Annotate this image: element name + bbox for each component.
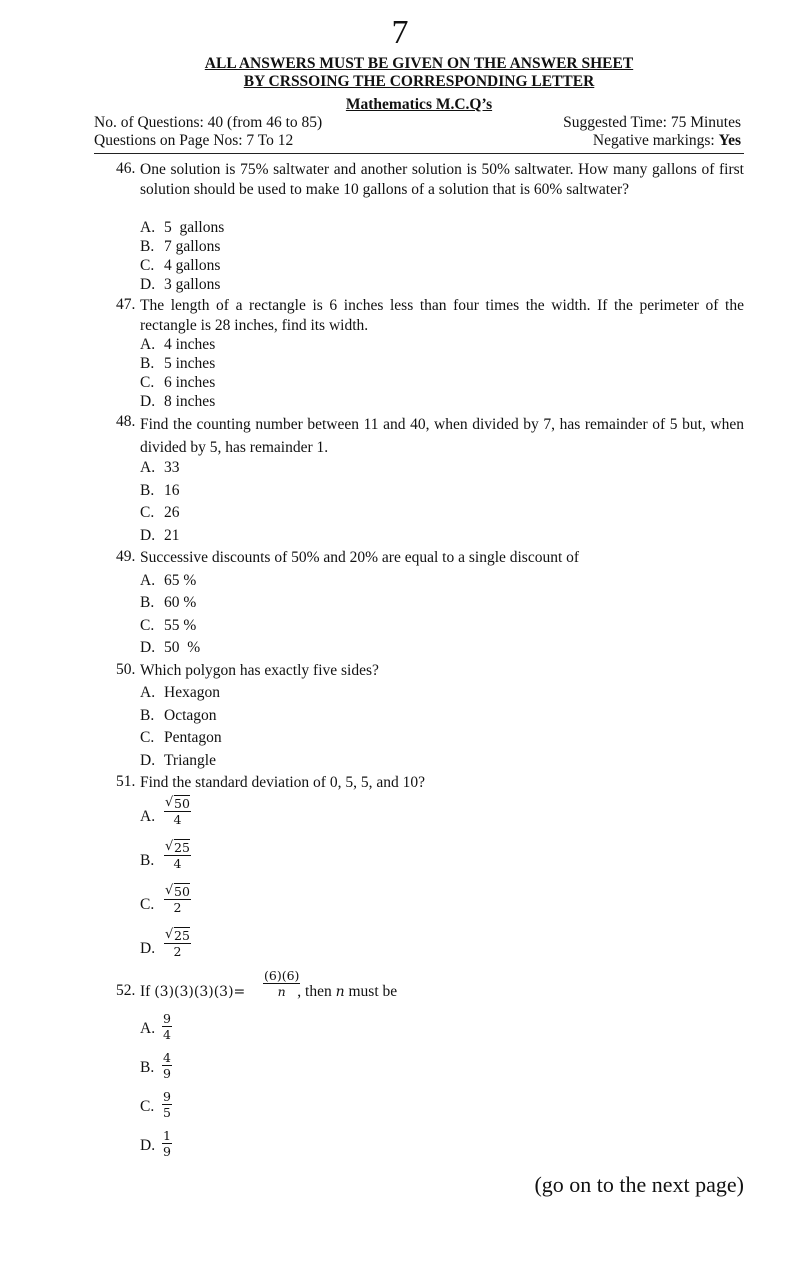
option-48-a: A. 33 bbox=[140, 459, 180, 476]
option-50-a: A. Hexagon bbox=[140, 684, 220, 701]
question-49 bbox=[116, 548, 744, 568]
question-number: 46. bbox=[116, 160, 136, 177]
question-number: 52. bbox=[116, 982, 136, 999]
question-51 bbox=[116, 773, 744, 793]
question-48 bbox=[116, 413, 744, 459]
option-46-b: B. 7 gallons bbox=[140, 238, 221, 255]
question-text: Find the counting number between 11 and 40, when divided by 7, has remainder of 5 but, when divided by 5, has remainder 1. bbox=[140, 416, 744, 456]
question-number: 51. bbox=[116, 773, 136, 790]
question-50 bbox=[116, 661, 744, 681]
option-49-d: D. 50 % bbox=[140, 639, 201, 656]
sqrt-icon: √ 25 bbox=[165, 928, 190, 943]
negative-marking-label: Negative markings: bbox=[592, 132, 719, 149]
option-49-c: C. 55 % bbox=[140, 617, 197, 634]
question-number: 47. bbox=[116, 296, 136, 313]
option-47-c: C. 6 inches bbox=[140, 374, 216, 391]
fraction: $\frac{1}{9}$ bbox=[163, 1128, 171, 1159]
option-47-d: D. 8 inches bbox=[140, 393, 216, 410]
negative-marking bbox=[593, 132, 741, 150]
page-number: 7 bbox=[391, 14, 409, 51]
question-number: 50. bbox=[116, 661, 136, 678]
question-47 bbox=[116, 296, 744, 335]
negative-marking-value: Yes bbox=[718, 132, 741, 149]
sqrt-icon: √ 25 bbox=[165, 840, 190, 855]
instruction-line-2: BY CRSSOING THE CORRESPONDING LETTER bbox=[243, 73, 595, 90]
question-text: If (3)(3)(3)(3)= , then n must be $\frac{(6)(6)}{n}$ bbox=[140, 968, 398, 1000]
option-46-c: C. 4 gallons bbox=[140, 257, 221, 274]
fraction: √ $\frac{50}{4}$ bbox=[164, 796, 191, 827]
suggested-time: Suggested Time: 75 Minutes bbox=[563, 114, 741, 131]
sqrt-icon: √ 50 bbox=[165, 796, 190, 811]
question-46 bbox=[116, 160, 744, 199]
continue-note: (go on to the next page) bbox=[534, 1172, 744, 1197]
fraction: √ $\frac{25}{2}$ bbox=[164, 928, 191, 959]
option-49-a: A. 65 % bbox=[140, 572, 197, 589]
header-divider bbox=[94, 153, 744, 154]
option-47-b: B. 5 inches bbox=[140, 355, 216, 372]
instruction-line-1: ALL ANSWERS MUST BE GIVEN ON THE ANSWER SHEET bbox=[204, 55, 634, 72]
sqrt-icon: √ 50 bbox=[165, 884, 190, 899]
question-text: The length of a rectangle is 6 inches less than four times the width. If the perimeter of the rectangle is 28 inches, find its width. bbox=[140, 297, 744, 334]
question-52 bbox=[116, 968, 744, 1012]
question-text: Successive discounts of 50% and 20% are equal to a single discount of bbox=[140, 549, 580, 566]
question-text: Which polygon has exactly five sides? bbox=[140, 662, 379, 679]
option-46-a: A. 5 gallons bbox=[140, 219, 225, 236]
option-48-d: D. 21 bbox=[140, 527, 180, 544]
questions-count: No. of Questions: 40 (from 46 to 85) bbox=[94, 114, 323, 131]
question-text: One solution is 75% saltwater and another solution is 50% saltwater. How many gallons of first solution should be used to make 10 gallons of a solution that is 60% saltwater? bbox=[140, 161, 744, 198]
option-46-d: D. 3 gallons bbox=[140, 276, 221, 293]
fraction: √ $\frac{25}{4}$ bbox=[164, 840, 191, 871]
option-50-c: C. Pentagon bbox=[140, 729, 222, 746]
fraction: $\frac{9}{5}$ bbox=[163, 1089, 171, 1120]
option-50-d: D. Triangle bbox=[140, 752, 216, 769]
fraction: $\frac{4}{9}$ bbox=[163, 1050, 171, 1081]
option-49-b: B. 60 % bbox=[140, 594, 197, 611]
option-47-a: A. 4 inches bbox=[140, 336, 216, 353]
option-50-b: B. Octagon bbox=[140, 707, 217, 724]
fraction: √ $\frac{50}{2}$ bbox=[164, 884, 191, 915]
question-number: 48. bbox=[116, 413, 136, 430]
question-text: Find the standard deviation of 0, 5, 5, and 10? bbox=[140, 774, 425, 791]
equation-lhs: (3)(3)(3)(3)= bbox=[154, 984, 246, 1000]
subject-title: Mathematics M.C.Q’s bbox=[345, 96, 493, 113]
option-48-b: B. 16 bbox=[140, 482, 180, 499]
fraction: $\frac{9}{4}$ bbox=[163, 1011, 171, 1042]
option-48-c: C. 26 bbox=[140, 504, 180, 521]
question-number: 49. bbox=[116, 548, 136, 565]
equation-rhs-fraction: $\frac{(6)(6)}{n}$ bbox=[264, 968, 300, 999]
page-range: Questions on Page Nos: 7 To 12 bbox=[94, 132, 294, 149]
